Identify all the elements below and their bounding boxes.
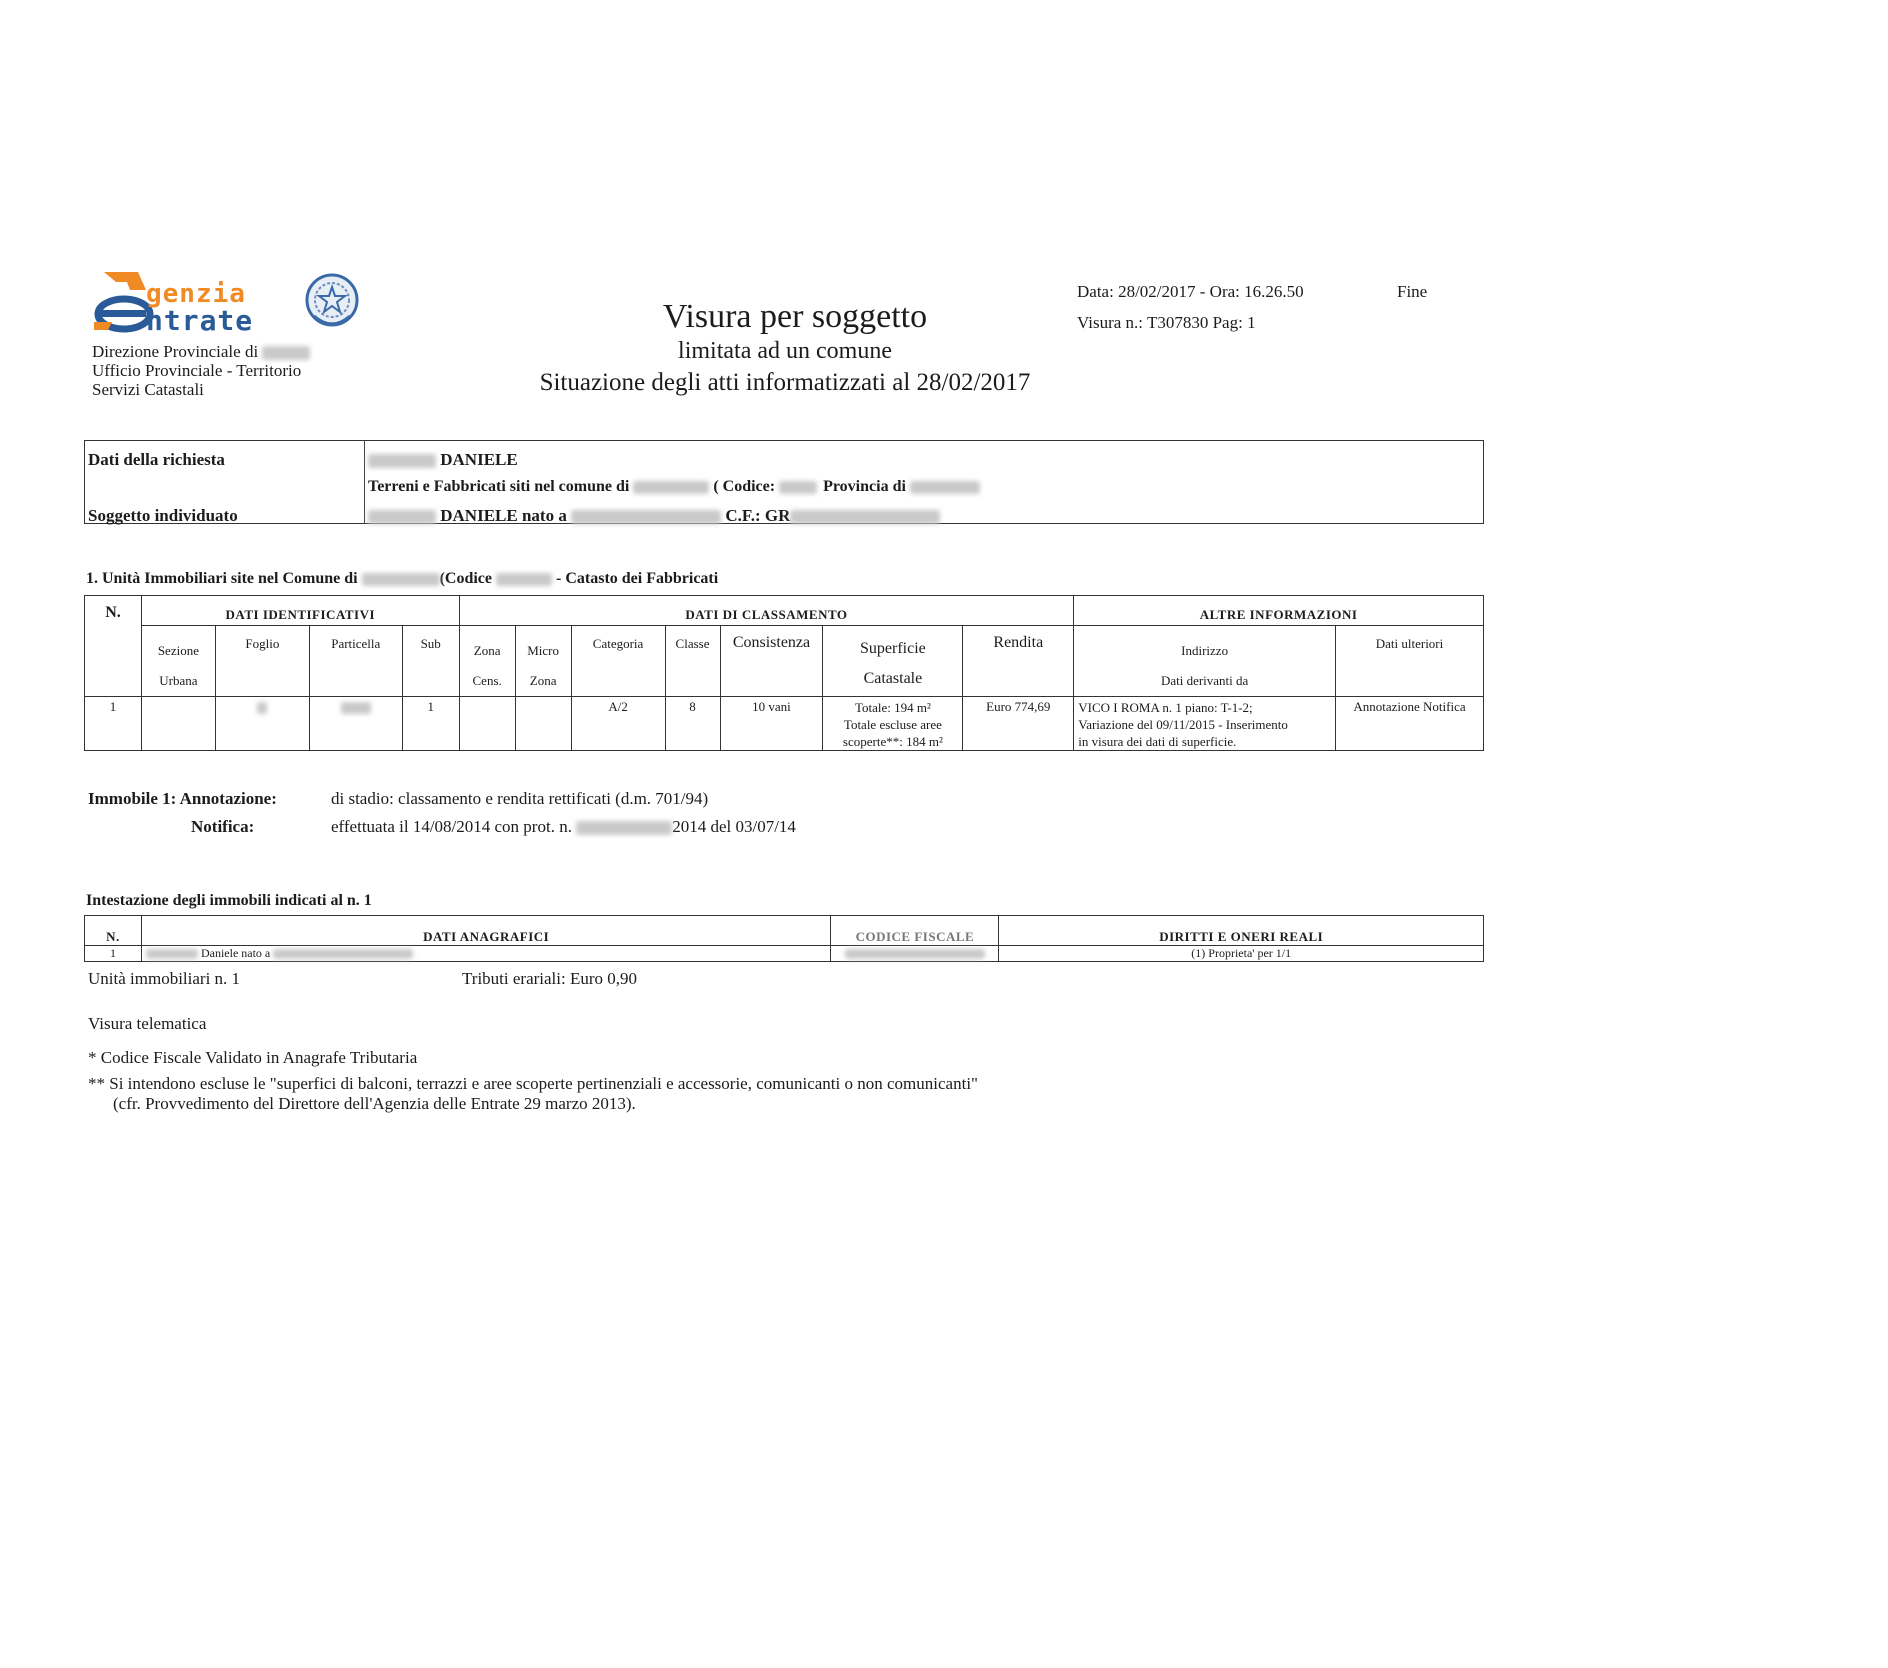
intestazione-table (84, 915, 1484, 962)
section1-prefix: 1. Unità Immobiliari site nel Comune di (86, 570, 358, 587)
section1-title (86, 570, 718, 588)
int-cell-name: Daniele nato a (200, 946, 271, 960)
redacted-soggetto-surname (368, 510, 436, 524)
table-row (85, 946, 1484, 962)
note-provvedimento: (cfr. Provvedimento del Direttore dell'Agenzia delle Entrate 29 marzo 2013). (113, 1094, 636, 1113)
unita-immobiliari: Unità immobiliari n. 1 (88, 969, 241, 988)
date-time: Data: 28/02/2017 - Ora: 16.26.50 (1077, 282, 1304, 301)
immobili-table (84, 595, 1484, 751)
terreni-prefix: Terreni e Fabbricati siti nel comune di (368, 478, 630, 495)
codice-label: ( Codice: (713, 478, 776, 495)
header-dati-identificativi: DATI IDENTIFICATIVI (141, 596, 459, 626)
soggetto-name: DANIELE nato a (440, 506, 567, 525)
logo-word-ntrate: ntrate (146, 304, 254, 337)
int-header-diritti: DIRITTI E ONERI REALI (999, 916, 1484, 946)
label-dati-richiesta: Dati della richiesta (88, 450, 225, 469)
col-foglio: Foglio (215, 626, 309, 697)
label-soggetto-individuato: Soggetto individuato (88, 506, 238, 525)
redacted-section-codice (496, 573, 552, 587)
cf-partial: GR (764, 506, 791, 525)
redacted-cf (790, 510, 940, 524)
redacted-particella (341, 702, 371, 713)
cell-rendita: Euro 774,69 (963, 697, 1074, 751)
col-indirizzo (1074, 626, 1336, 697)
redacted-int-cf (845, 949, 985, 959)
cell-ind-visura: in visura dei dati di superficie. (1078, 734, 1237, 749)
col-micro-zona-label: Zona (529, 673, 557, 688)
col-urbana: Urbana (159, 673, 198, 688)
cell-micro (515, 697, 571, 751)
cell-sup-scoperte: scoperte**: 184 m² (842, 734, 943, 749)
int-header-anagrafici: DATI ANAGRAFICI (141, 916, 830, 946)
redacted-protocol (576, 821, 672, 835)
col-sezione-urbana (141, 626, 215, 697)
cell-classe: 8 (665, 697, 720, 751)
int-header-cf: CODICE FISCALE (831, 916, 999, 946)
logo-mark-icon (94, 266, 154, 334)
header-dati-classamento: DATI DI CLASSAMENTO (459, 596, 1074, 626)
col-indirizzo-label: Indirizzo (1181, 643, 1229, 658)
page-subtitle: limitata ad un comune (678, 338, 892, 364)
col-classe: Classe (665, 626, 720, 697)
col-superficie: Superficie (860, 640, 926, 657)
int-header-n: N. (85, 916, 142, 946)
cell-sup-totale: Totale: 194 m² (854, 700, 931, 715)
table-row (85, 697, 1484, 751)
col-sub: Sub (402, 626, 459, 697)
col-catastale: Catastale (863, 670, 923, 687)
col-cens: Cens. (472, 673, 502, 688)
notifica-label: Notifica: (191, 817, 255, 836)
cell-sezione (141, 697, 215, 751)
col-zona: Zona (473, 643, 501, 658)
redacted-codice (779, 481, 817, 495)
request-divider (364, 440, 365, 524)
int-cell-diritti: (1) Proprieta' per 1/1 (999, 946, 1484, 962)
cell-n: 1 (85, 697, 142, 751)
cf-label: C.F.: (725, 506, 761, 525)
redacted-province (262, 346, 310, 360)
situation-line: Situazione degli atti informatizzati al 28/02/2017 (539, 369, 1031, 396)
notifica-suffix: 2014 del 03/07/14 (672, 817, 796, 836)
col-consistenza: Consistenza (720, 626, 823, 697)
col-micro: Micro (527, 643, 559, 658)
redacted-birthplace (571, 510, 721, 524)
col-rendita: Rendita (963, 626, 1074, 697)
cell-superficie (823, 697, 963, 751)
col-zona-cens (459, 626, 515, 697)
note-codice-fiscale: * Codice Fiscale Validato in Anagrafe Tributaria (88, 1048, 418, 1067)
int-cell-anagrafici (141, 946, 830, 962)
cell-indirizzo (1074, 697, 1336, 751)
cell-particella (309, 697, 402, 751)
immobile-label: Immobile 1: Annotazione: (88, 789, 277, 808)
provincia-label: Provincia di (823, 478, 906, 495)
immobile-annotazione: di stadio: classamento e rendita rettificati (d.m. 701/94) (331, 789, 709, 808)
intestazione-title: Intestazione degli immobili indicati al n. 1 (86, 892, 372, 909)
col-categoria: Categoria (571, 626, 665, 697)
cell-sub: 1 (402, 697, 459, 751)
page-title: Visura per soggetto (662, 298, 928, 335)
redacted-surname (368, 454, 436, 468)
col-particella: Particella (309, 626, 402, 697)
redacted-section-comune (362, 573, 440, 587)
republic-seal-icon (304, 272, 360, 330)
cell-zona (459, 697, 515, 751)
office-ufficio: Ufficio Provinciale - Territorio (92, 361, 302, 380)
redacted-provincia (910, 481, 980, 495)
cell-ind-variazione: Variazione del 09/11/2015 - Inserimento (1078, 717, 1288, 732)
redacted-int-surname (146, 949, 198, 959)
header-n: N. (85, 596, 142, 697)
section1-suffix: - Catasto dei Fabbricati (556, 570, 719, 587)
col-sezione: Sezione (157, 643, 199, 658)
request-terreni (368, 478, 980, 496)
visura-number: Visura n.: T307830 Pag: 1 (1077, 313, 1256, 332)
int-cell-n: 1 (85, 946, 142, 962)
col-dati-derivanti: Dati derivanti da (1160, 673, 1249, 688)
header-altre-informazioni: ALTRE INFORMAZIONI (1074, 596, 1484, 626)
cell-foglio (215, 697, 309, 751)
cell-ulteriori: Annotazione Notifica (1335, 697, 1483, 751)
col-micro-zona (515, 626, 571, 697)
cell-consistenza: 10 vani (720, 697, 823, 751)
fine-label: Fine (1397, 282, 1428, 301)
cell-sup-escluse: Totale escluse aree (843, 717, 942, 732)
office-servizi: Servizi Catastali (92, 380, 204, 399)
office-block (92, 342, 310, 399)
redacted-comune (633, 481, 709, 495)
notifica-prefix: effettuata il 14/08/2014 con prot. n. (331, 817, 572, 836)
cell-categoria: A/2 (571, 697, 665, 751)
office-direzione: Direzione Provinciale di (92, 342, 259, 361)
notifica-line (331, 817, 796, 837)
col-superficie-catastale (823, 626, 963, 697)
redacted-foglio (257, 702, 267, 713)
request-name-tail: DANIELE (440, 450, 518, 469)
cell-ind-address: VICO I ROMA n. 1 piano: T-1-2; (1078, 700, 1253, 715)
section1-codice: (Codice (439, 570, 492, 587)
note-superfici: ** Si intendono escluse le "superfici di balconi, terrazzi e aree scoperte pertinenziali e accessorie, comunicanti o non comunicanti" (88, 1074, 978, 1093)
int-cell-cf (831, 946, 999, 962)
redacted-int-birth (273, 949, 413, 959)
tributi-erariali: Tributi erariali: Euro 0,90 (462, 969, 638, 988)
request-name (368, 450, 518, 470)
logo-word-genzia: genzia (146, 279, 246, 309)
soggetto-line (368, 506, 940, 526)
col-dati-ulteriori: Dati ulteriori (1335, 626, 1483, 697)
visura-telematica: Visura telematica (88, 1014, 207, 1033)
